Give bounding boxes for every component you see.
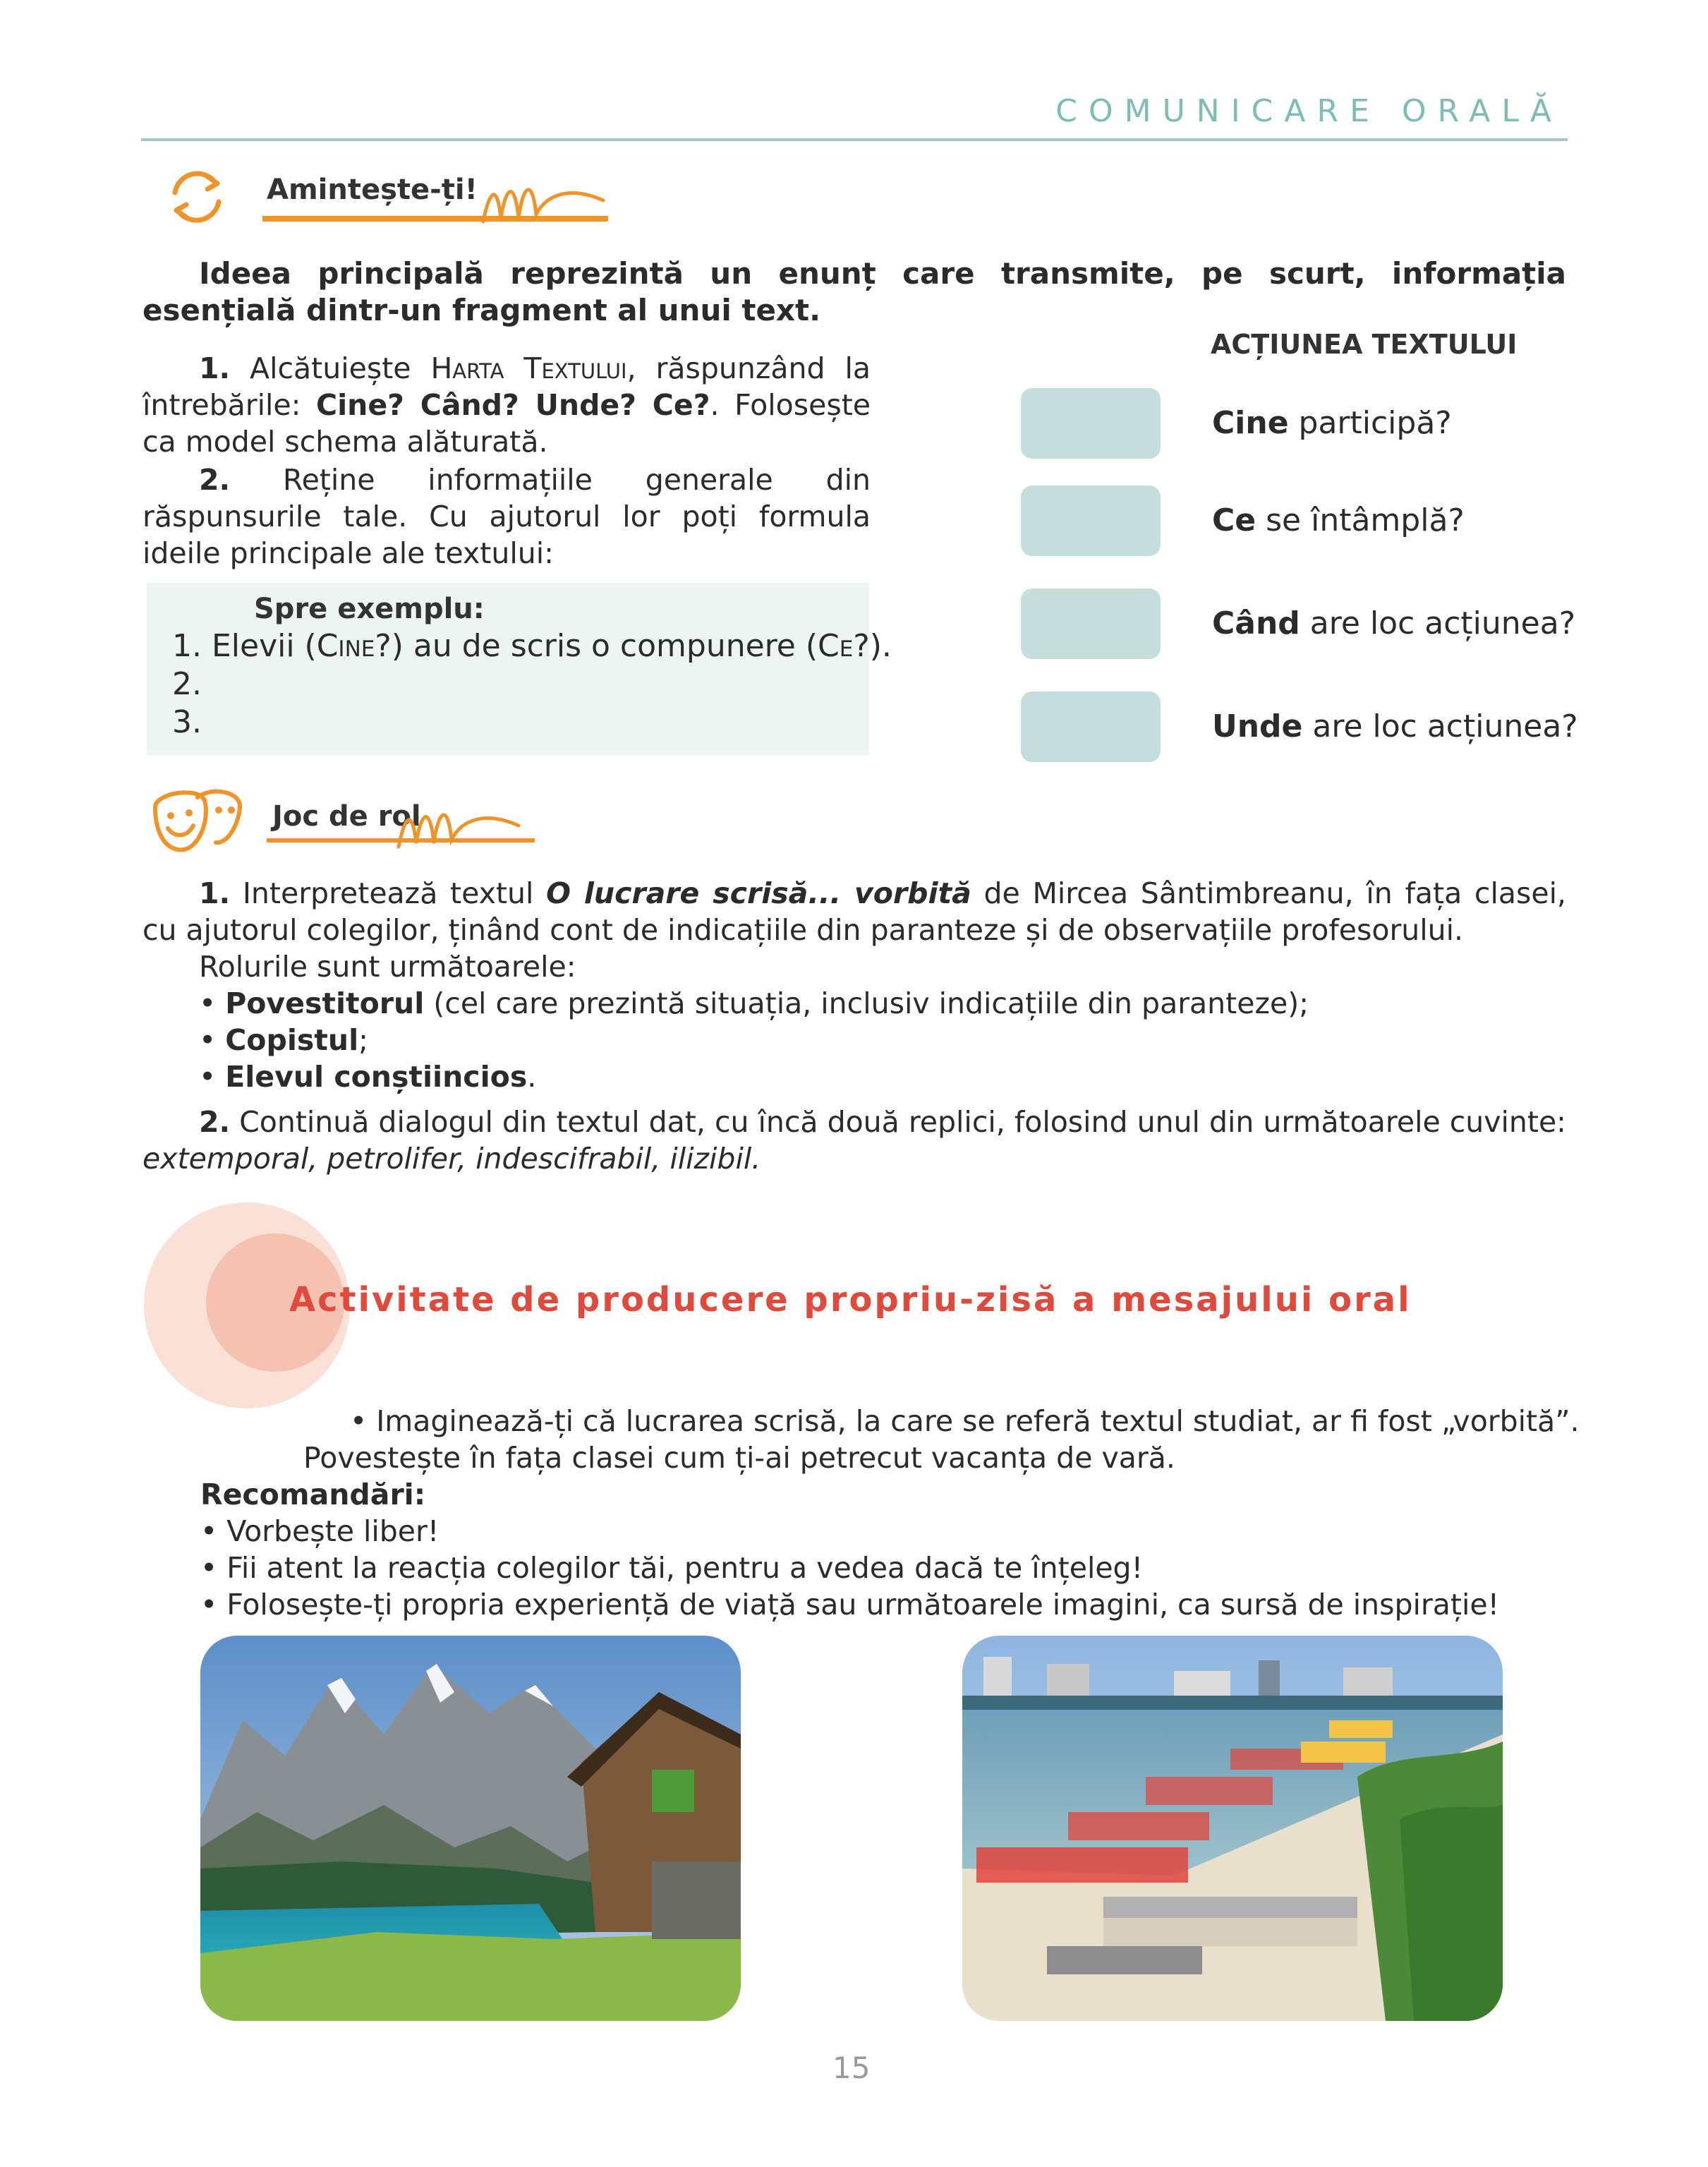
question-when: Când are loc acțiunea? xyxy=(1212,605,1576,641)
example-line-2: 2. xyxy=(172,666,202,702)
task1-part2: , răspunzând la întrebările: xyxy=(143,351,871,422)
action-map-title: ACȚIUNEA TEXTULUI xyxy=(1211,329,1518,360)
roleplay-task2: 2. Continuă dialogul din textul dat, cu încă două replici, folosind unul din următoarele cuvinte: extemporal, petrolifer, indescifrabil, ilizibil. xyxy=(143,1105,1566,1176)
example-l1e: ?). xyxy=(853,628,892,664)
recommendation-3: • Folosește-ți propria experiență de viață sau următoarele imagini, ca sursă de inspirație! xyxy=(200,1588,1500,1622)
example-l1b: Cine xyxy=(316,628,375,664)
recommendation-1: • Vorbește liber! xyxy=(200,1514,440,1548)
task2-body: Reține informațiile generale din răspunsurile tale. Cu ajutorul lor poți formula ideile principale ale textului: xyxy=(143,463,871,570)
header-divider xyxy=(141,138,1568,141)
task2-number: 2. xyxy=(199,463,231,497)
definition-text: Ideea principală reprezintă un enunț care transmite, pe scurt, informația esențială dintr-un fragment al unui text. xyxy=(143,256,1566,327)
task1-harta: Harta Textului xyxy=(430,351,627,385)
task1-part3: . Folosește ca model schema alăturată. xyxy=(143,388,871,459)
example-line-3: 3. xyxy=(172,704,202,740)
roleplay-task1: 1. Interpretează textul O lucrare scrisă... vorbită de Mircea Sântimbreanu, în fața clasei, cu ajutorul colegilor, ținând cont de indicațiile din paranteze și de observațiile profesorului. xyxy=(143,876,1567,947)
chapter-title: COMUNICARE ORALĂ xyxy=(1055,93,1563,129)
activity-title: Activitate de producere propriu-zisă a mesajului oral xyxy=(289,1280,1412,1320)
role-narrator: • Povestitorul (cel care prezintă situația, inclusiv indicațiile din paranteze); xyxy=(199,986,1309,1020)
answer-box-who xyxy=(1021,388,1161,459)
answer-box-where xyxy=(1021,692,1161,762)
activity-line-2: Povestește în fața clasei cum ți-ai petrecut vacanța de vară. xyxy=(303,1441,1175,1475)
role-student: • Elevul conștiincios. xyxy=(199,1060,537,1094)
example-l1a: 1. Elevii ( xyxy=(172,628,317,664)
scribble-decoration xyxy=(480,172,607,229)
example-title: Spre exemplu: xyxy=(254,593,485,625)
task1-number: 1. xyxy=(199,351,231,385)
example-l1d: Ce xyxy=(818,628,854,664)
recommendations-title: Recomandări: xyxy=(200,1478,426,1511)
text-title-italic: O lucrare scrisă... vorbită xyxy=(546,876,971,910)
task1-questions: Cine? Când? Unde? Ce? xyxy=(316,388,710,422)
refresh-icon xyxy=(161,161,231,231)
section-label-roleplay: Joc de rol xyxy=(272,800,421,833)
label-underline-2 xyxy=(267,838,535,843)
beach-photo xyxy=(962,1636,1503,2021)
roles-intro: Rolurile sunt următoarele: xyxy=(199,950,576,984)
mountain-lake-photo xyxy=(200,1636,741,2021)
answer-box-when xyxy=(1021,588,1161,659)
task1-part1: Alcătuiește xyxy=(230,351,431,385)
task1-text xyxy=(143,350,871,460)
question-where: Unde are loc acțiunea? xyxy=(1212,708,1578,744)
scribble-decoration-2 xyxy=(395,797,522,854)
example-l1c: ?) au de scris o compunere ( xyxy=(375,628,818,664)
recommendation-2: • Fii atent la reacția colegilor tăi, pentru a vedea dacă te înțeleg! xyxy=(200,1551,1144,1585)
activity-line-1: • Imaginează-ți că lucrarea scrisă, la care se referă textul studiat, ar fi fost „vorbită”. xyxy=(350,1404,1580,1438)
answer-box-what xyxy=(1021,485,1161,556)
task2-text xyxy=(143,461,871,572)
theater-masks-icon xyxy=(148,779,247,864)
question-who: Cine participă? xyxy=(1212,405,1452,441)
question-what: Ce se întâmplă? xyxy=(1212,502,1465,538)
role-copyist: • Copistul; xyxy=(199,1023,368,1057)
section-label-remember: Amintește-ți! xyxy=(267,174,478,206)
page-number: 15 xyxy=(832,2051,871,2085)
example-line-1 xyxy=(172,628,892,665)
vocabulary-words: extemporal, petrolifer, indescifrabil, ilizibil. xyxy=(143,1142,761,1176)
